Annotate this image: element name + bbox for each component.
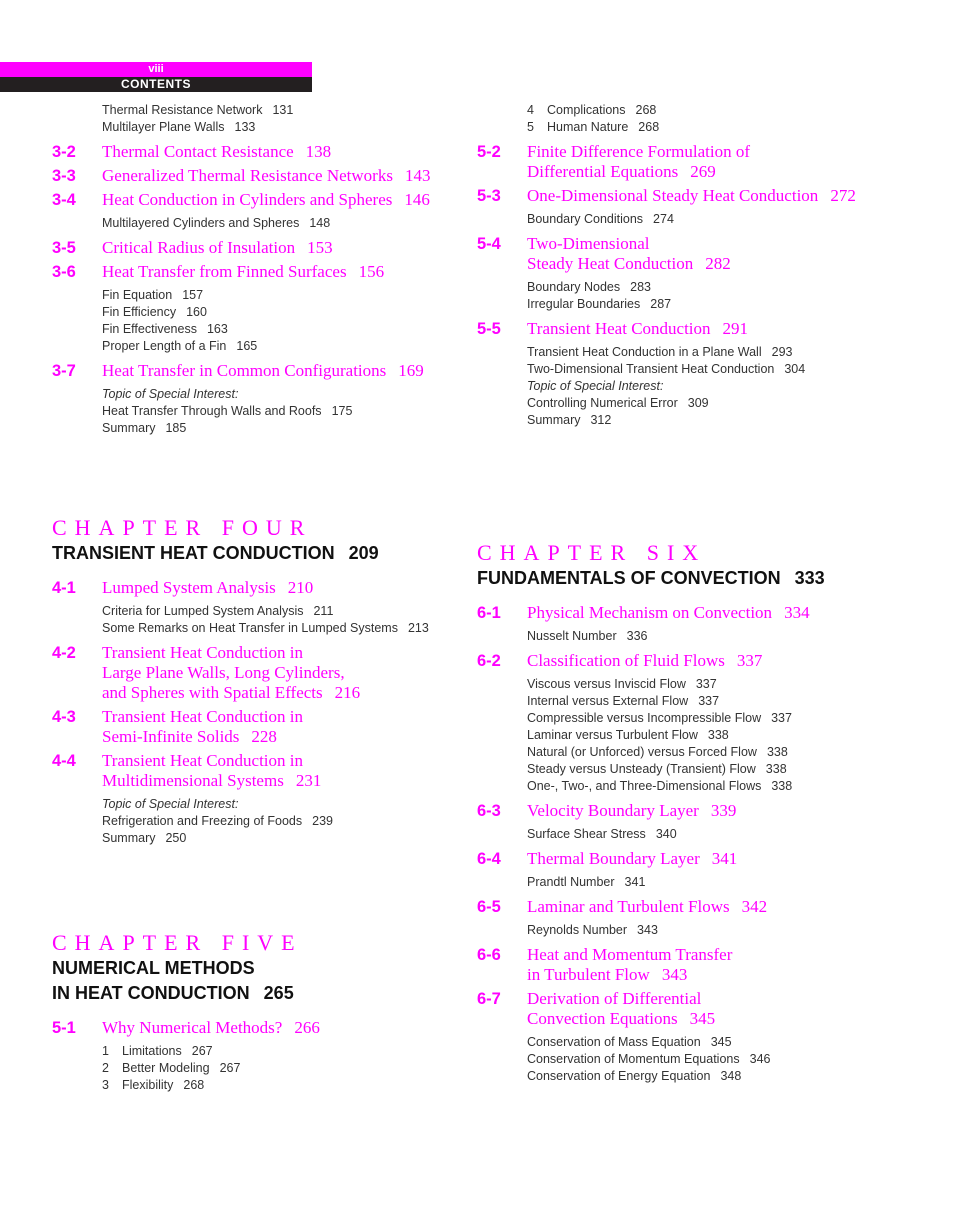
page-number: viii — [0, 62, 312, 77]
chapter-label: CHAPTER FIVE — [52, 930, 303, 955]
toc-section-3-4[interactable]: 3-4 Heat Conduction in Cylinders and Spheres 146 — [52, 190, 430, 209]
toc-section-6-1[interactable]: 6-1 Physical Mechanism on Convection 334 — [477, 603, 810, 622]
toc-section-4-2[interactable]: 4-2 Transient Heat Conduction in Large Plane Walls, Long Cylinders, and Spheres with Spatial Effects 216 — [52, 643, 361, 702]
toc-subentry[interactable]: 4 Complications 268 — [527, 103, 657, 117]
chapter-title[interactable]: FUNDAMENTALS OF CONVECTION 333 — [477, 568, 825, 588]
subentries — [477, 1034, 825, 1085]
subentries — [52, 102, 430, 136]
toc-subentry[interactable]: Natural (or Unforced) versus Forced Flow 338 — [527, 745, 788, 759]
topic-label: Topic of Special Interest: — [527, 379, 664, 393]
toc-subentry[interactable]: Heat Transfer Through Walls and Roofs 175 — [102, 404, 353, 418]
toc-subentry[interactable]: 1 Limitations 267 — [102, 1044, 213, 1058]
subentries — [52, 796, 429, 847]
toc-section-6-7[interactable]: 6-7 Derivation of Differential Convection Equations 345 — [477, 989, 716, 1028]
topic-label: Topic of Special Interest: — [102, 387, 239, 401]
toc-section-6-3[interactable]: 6-3 Velocity Boundary Layer 339 — [477, 801, 737, 820]
toc-section-4-3[interactable]: 4-3 Transient Heat Conduction in Semi-Infinite Solids 228 — [52, 707, 303, 746]
toc-subentry[interactable]: Transient Heat Conduction in a Plane Wall 293 — [527, 345, 793, 359]
toc-section-3-2[interactable]: 3-2 Thermal Contact Resistance 138 — [52, 142, 332, 161]
chapter-six — [477, 540, 825, 1091]
toc-section-5-1[interactable]: 5-1 Why Numerical Methods? 266 — [52, 1018, 320, 1037]
topic-label: Topic of Special Interest: — [102, 797, 239, 811]
toc-subentry[interactable]: Irregular Boundaries 287 — [527, 297, 672, 311]
chapter-four — [52, 515, 429, 853]
toc-section-5-3[interactable]: 5-3 One-Dimensional Steady Heat Conduction 272 — [477, 186, 856, 205]
subentries — [52, 1043, 320, 1094]
subentries — [52, 386, 430, 437]
toc-section-6-5[interactable]: 6-5 Laminar and Turbulent Flows 342 — [477, 897, 768, 916]
toc-subentry[interactable]: Proper Length of a Fin 165 — [102, 339, 258, 353]
toc-section-6-2[interactable]: 6-2 Classification of Fluid Flows 337 — [477, 651, 763, 670]
toc-subentry[interactable]: 5 Human Nature 268 — [527, 120, 660, 134]
toc-subentry[interactable]: Surface Shear Stress 340 — [527, 827, 677, 841]
running-head: CONTENTS — [0, 77, 312, 92]
subentries — [52, 287, 430, 355]
toc-subentry[interactable]: Internal versus External Flow 337 — [527, 694, 720, 708]
subentries — [477, 344, 856, 429]
toc-subentry[interactable]: Summary 250 — [102, 831, 187, 845]
chapter3-continued — [52, 102, 430, 443]
toc-subentry[interactable]: Some Remarks on Heat Transfer in Lumped Systems 213 — [102, 621, 429, 635]
subentries — [477, 211, 856, 228]
toc-section-3-6[interactable]: 3-6 Heat Transfer from Finned Surfaces 156 — [52, 262, 385, 281]
subentries — [477, 676, 825, 795]
subentries — [477, 874, 825, 891]
toc-section-3-3[interactable]: 3-3 Generalized Thermal Resistance Networks 143 — [52, 166, 431, 185]
toc-subentry[interactable]: 3 Flexibility 268 — [102, 1078, 205, 1092]
toc-subentry[interactable]: Nusselt Number 336 — [527, 629, 648, 643]
toc-subentry[interactable]: Criteria for Lumped System Analysis 211 — [102, 604, 334, 618]
chapter-label: CHAPTER SIX — [477, 540, 707, 565]
toc-subentry[interactable]: One-, Two-, and Three-Dimensional Flows 338 — [527, 779, 793, 793]
toc-subentry[interactable]: Refrigeration and Freezing of Foods 239 — [102, 814, 333, 828]
toc-section-4-1[interactable]: 4-1 Lumped System Analysis 210 — [52, 578, 314, 597]
toc-section-3-5[interactable]: 3-5 Critical Radius of Insulation 153 — [52, 238, 333, 257]
chapter-title[interactable]: NUMERICAL METHODS IN HEAT CONDUCTION 265 — [52, 958, 294, 1003]
toc-subentry[interactable]: Conservation of Momentum Equations 346 — [527, 1052, 771, 1066]
toc-subentry[interactable]: Compressible versus Incompressible Flow 337 — [527, 711, 792, 725]
toc-subentry[interactable]: 2 Better Modeling 267 — [102, 1061, 241, 1075]
toc-subentry[interactable]: Boundary Nodes 283 — [527, 280, 651, 294]
chapter-label: CHAPTER FOUR — [52, 515, 313, 540]
toc-section-5-5[interactable]: 5-5 Transient Heat Conduction 291 — [477, 319, 749, 338]
toc-subentry[interactable]: Summary 185 — [102, 421, 187, 435]
chapter5-continued — [477, 102, 856, 435]
subentries — [477, 279, 856, 313]
toc-section-4-4[interactable]: 4-4 Transient Heat Conduction in Multidimensional Systems 231 — [52, 751, 322, 790]
toc-subentry[interactable]: Thermal Resistance Network 131 — [102, 103, 294, 117]
subentries — [477, 628, 825, 645]
toc-section-6-6[interactable]: 6-6 Heat and Momentum Transfer in Turbulent Flow 343 — [477, 945, 733, 984]
subentries — [477, 922, 825, 939]
subentries — [52, 215, 430, 232]
toc-subentry[interactable]: Prandtl Number 341 — [527, 875, 646, 889]
toc-section-5-2[interactable]: 5-2 Finite Difference Formulation of Differential Equations 269 — [477, 142, 750, 181]
toc-subentry[interactable]: Multilayer Plane Walls 133 — [102, 120, 256, 134]
chapter-five — [52, 930, 320, 1100]
toc-section-6-4[interactable]: 6-4 Thermal Boundary Layer 341 — [477, 849, 738, 868]
toc-section-3-7[interactable]: 3-7 Heat Transfer in Common Configurations 169 — [52, 361, 424, 380]
toc-subentry[interactable]: Summary 312 — [527, 413, 612, 427]
toc-subentry[interactable]: Fin Efficiency 160 — [102, 305, 207, 319]
toc-section-5-4[interactable]: 5-4 Two-Dimensional Steady Heat Conduction 282 — [477, 234, 731, 273]
toc-subentry[interactable]: Fin Effectiveness 163 — [102, 322, 228, 336]
toc-subentry[interactable]: Controlling Numerical Error 309 — [527, 396, 709, 410]
toc-subentry[interactable]: Boundary Conditions 274 — [527, 212, 674, 226]
toc-subentry[interactable]: Multilayered Cylinders and Spheres 148 — [102, 216, 331, 230]
toc-subentry[interactable]: Fin Equation 157 — [102, 288, 204, 302]
toc-subentry[interactable]: Two-Dimensional Transient Heat Conduction 304 — [527, 362, 806, 376]
toc-subentry[interactable]: Laminar versus Turbulent Flow 338 — [527, 728, 729, 742]
toc-subentry[interactable]: Reynolds Number 343 — [527, 923, 658, 937]
chapter-title[interactable]: TRANSIENT HEAT CONDUCTION 209 — [52, 543, 379, 563]
toc-subentry[interactable]: Steady versus Unsteady (Transient) Flow 338 — [527, 762, 787, 776]
toc-subentry[interactable]: Viscous versus Inviscid Flow 337 — [527, 677, 717, 691]
subentries — [477, 826, 825, 843]
subentries — [52, 603, 429, 637]
toc-subentry[interactable]: Conservation of Energy Equation 348 — [527, 1069, 742, 1083]
toc-subentry[interactable]: Conservation of Mass Equation 345 — [527, 1035, 732, 1049]
subentries — [477, 102, 856, 136]
